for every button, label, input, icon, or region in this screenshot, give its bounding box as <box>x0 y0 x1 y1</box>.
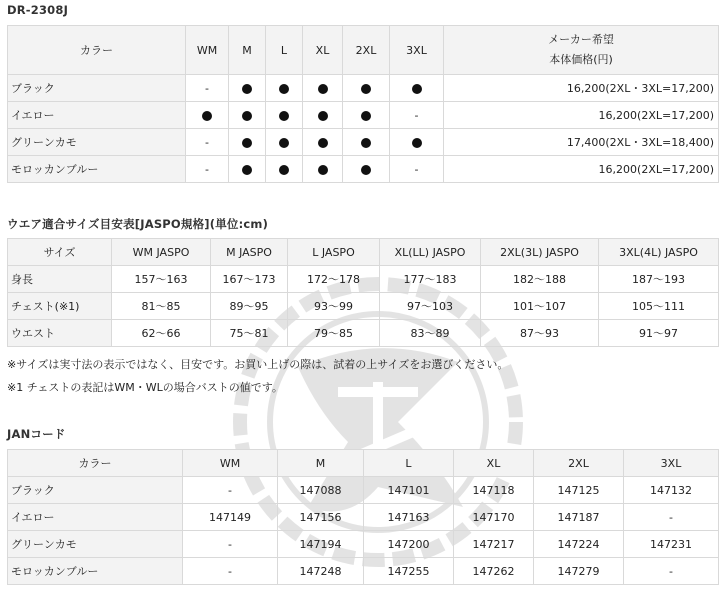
available-dot-icon <box>412 138 422 148</box>
size-column-header: M <box>278 450 364 477</box>
jan-code-cell: 147149 <box>183 504 278 531</box>
measurement-value-cell: 62〜66 <box>112 320 211 347</box>
table-row <box>8 477 719 504</box>
table-row <box>8 504 719 531</box>
measurement-value-cell: 93〜99 <box>288 293 380 320</box>
jan-code-cell: 147231 <box>624 531 719 558</box>
availability-cell <box>229 129 266 156</box>
available-dot-icon <box>279 84 289 94</box>
measurement-value-cell: 81〜85 <box>112 293 211 320</box>
table-row <box>8 558 719 585</box>
availability-cell: - <box>390 102 444 129</box>
available-dot-icon <box>318 138 328 148</box>
price-column-header <box>444 26 719 75</box>
table-row <box>8 102 719 129</box>
jan-code-cell: 147248 <box>278 558 364 585</box>
availability-cell <box>390 129 444 156</box>
size-table-header-row <box>8 239 719 266</box>
available-dot-icon <box>242 111 252 121</box>
measurement-label-cell: 身長 <box>8 266 112 293</box>
color-name-cell: グリーンカモ <box>8 531 183 558</box>
jan-code-cell: 147101 <box>364 477 454 504</box>
size-spec-header: XL(LL) JASPO <box>380 239 481 266</box>
size-column-header: XL <box>454 450 534 477</box>
table-row <box>8 75 719 102</box>
available-dot-icon <box>242 165 252 175</box>
table-row <box>8 320 719 347</box>
size-spec-header: L JASPO <box>288 239 380 266</box>
size-spec-header: 2XL(3L) JASPO <box>481 239 599 266</box>
measurement-value-cell: 91〜97 <box>599 320 719 347</box>
size-column-header: WM <box>183 450 278 477</box>
availability-cell <box>266 75 303 102</box>
jan-table-header-row <box>8 450 719 477</box>
measurement-value-cell: 172〜178 <box>288 266 380 293</box>
available-dot-icon <box>361 165 371 175</box>
measurement-value-cell: 87〜93 <box>481 320 599 347</box>
color-name-cell: モロッカンブルー <box>8 558 183 585</box>
product-code-title: DR-2308J <box>7 3 69 17</box>
price-cell: 16,200(2XL=17,200) <box>444 156 719 183</box>
availability-cell <box>266 102 303 129</box>
availability-cell <box>229 156 266 183</box>
jan-code-cell: - <box>624 558 719 585</box>
color-name-cell: イエロー <box>8 504 183 531</box>
price-header-line: メーカー希望 <box>548 33 614 46</box>
availability-cell <box>266 129 303 156</box>
size-column-header: 2XL <box>534 450 624 477</box>
availability-cell <box>303 156 343 183</box>
jan-code-cell: 147255 <box>364 558 454 585</box>
availability-cell: - <box>186 75 229 102</box>
color-availability-table <box>7 25 719 183</box>
size-column-header: M <box>229 26 266 75</box>
table-row <box>8 266 719 293</box>
price-cell: 16,200(2XL=17,200) <box>444 102 719 129</box>
available-dot-icon <box>279 111 289 121</box>
size-spec-header: WM JASPO <box>112 239 211 266</box>
availability-cell <box>229 75 266 102</box>
available-dot-icon <box>318 165 328 175</box>
jan-code-cell: 147224 <box>534 531 624 558</box>
jan-code-cell: 147163 <box>364 504 454 531</box>
size-chart-heading: ウエア適合サイズ目安表[JASPO規格](単位:cm) <box>7 217 269 231</box>
jan-code-cell: 147132 <box>624 477 719 504</box>
color-name-cell: グリーンカモ <box>8 129 186 156</box>
size-column-header: WM <box>186 26 229 75</box>
size-column-header: 3XL <box>390 26 444 75</box>
table-row <box>8 156 719 183</box>
jan-code-cell: 147125 <box>534 477 624 504</box>
measurement-label-cell: チェスト(※1) <box>8 293 112 320</box>
availability-cell <box>229 102 266 129</box>
size-column-header: XL <box>303 26 343 75</box>
available-dot-icon <box>242 138 252 148</box>
jan-code-heading: JANコード <box>7 427 66 441</box>
measurement-value-cell: 101〜107 <box>481 293 599 320</box>
color-name-cell: モロッカンブルー <box>8 156 186 183</box>
available-dot-icon <box>318 111 328 121</box>
available-dot-icon <box>279 138 289 148</box>
price-cell: 16,200(2XL・3XL=17,200) <box>444 75 719 102</box>
availability-cell <box>303 75 343 102</box>
jan-code-cell: 147279 <box>534 558 624 585</box>
table-row <box>8 293 719 320</box>
table-row <box>8 129 719 156</box>
availability-cell <box>390 75 444 102</box>
measurement-value-cell: 97〜103 <box>380 293 481 320</box>
available-dot-icon <box>361 138 371 148</box>
jan-code-cell: 147194 <box>278 531 364 558</box>
jan-code-cell: 147118 <box>454 477 534 504</box>
size-note: ※サイズは実寸法の表示ではなく、目安です。お買い上げの際は、試着の上サイズをお選びください。 <box>7 358 509 371</box>
jan-code-cell: 147187 <box>534 504 624 531</box>
availability-cell <box>343 102 390 129</box>
measurement-value-cell: 157〜163 <box>112 266 211 293</box>
available-dot-icon <box>361 84 371 94</box>
chest-note: ※1 チェストの表記はWM・WLの場合バストの値です。 <box>7 381 283 394</box>
availability-cell: - <box>186 156 229 183</box>
measurement-value-cell: 83〜89 <box>380 320 481 347</box>
jan-code-table <box>7 449 719 585</box>
measurement-value-cell: 182〜188 <box>481 266 599 293</box>
price-cell: 17,400(2XL・3XL=18,400) <box>444 129 719 156</box>
availability-cell <box>303 102 343 129</box>
size-column-header: 3XL <box>624 450 719 477</box>
size-spec-header: 3XL(4L) JASPO <box>599 239 719 266</box>
availability-cell <box>343 75 390 102</box>
jan-code-cell: 147156 <box>278 504 364 531</box>
measurement-value-cell: 177〜183 <box>380 266 481 293</box>
color-name-cell: ブラック <box>8 477 183 504</box>
table-row <box>8 531 719 558</box>
availability-cell <box>343 156 390 183</box>
jan-code-cell: 147088 <box>278 477 364 504</box>
measurement-value-cell: 167〜173 <box>211 266 288 293</box>
availability-cell: - <box>390 156 444 183</box>
available-dot-icon <box>412 84 422 94</box>
size-label-header: サイズ <box>8 239 112 266</box>
available-dot-icon <box>202 111 212 121</box>
color-column-header: カラー <box>8 450 183 477</box>
availability-cell <box>266 156 303 183</box>
available-dot-icon <box>279 165 289 175</box>
availability-cell <box>303 129 343 156</box>
jan-code-cell: 147217 <box>454 531 534 558</box>
measurement-value-cell: 75〜81 <box>211 320 288 347</box>
jan-code-cell: 147262 <box>454 558 534 585</box>
available-dot-icon <box>242 84 252 94</box>
jan-code-cell: - <box>183 558 278 585</box>
availability-cell: - <box>186 129 229 156</box>
measurement-value-cell: 187〜193 <box>599 266 719 293</box>
measurement-label-cell: ウエスト <box>8 320 112 347</box>
color-table-header-row <box>8 26 719 75</box>
availability-cell <box>343 129 390 156</box>
color-name-cell: ブラック <box>8 75 186 102</box>
price-header-line: 本体価格(円) <box>549 53 613 66</box>
jan-code-cell: - <box>183 477 278 504</box>
available-dot-icon <box>361 111 371 121</box>
jan-code-cell: 147200 <box>364 531 454 558</box>
jan-code-cell: 147170 <box>454 504 534 531</box>
size-column-header: L <box>266 26 303 75</box>
measurement-value-cell: 79〜85 <box>288 320 380 347</box>
size-column-header: L <box>364 450 454 477</box>
measurement-value-cell: 89〜95 <box>211 293 288 320</box>
size-spec-header: M JASPO <box>211 239 288 266</box>
size-column-header: 2XL <box>343 26 390 75</box>
measurement-value-cell: 105〜111 <box>599 293 719 320</box>
size-chart-table <box>7 238 719 347</box>
color-column-header: カラー <box>8 26 186 75</box>
availability-cell <box>186 102 229 129</box>
color-name-cell: イエロー <box>8 102 186 129</box>
jan-code-cell: - <box>183 531 278 558</box>
jan-code-cell: - <box>624 504 719 531</box>
available-dot-icon <box>318 84 328 94</box>
